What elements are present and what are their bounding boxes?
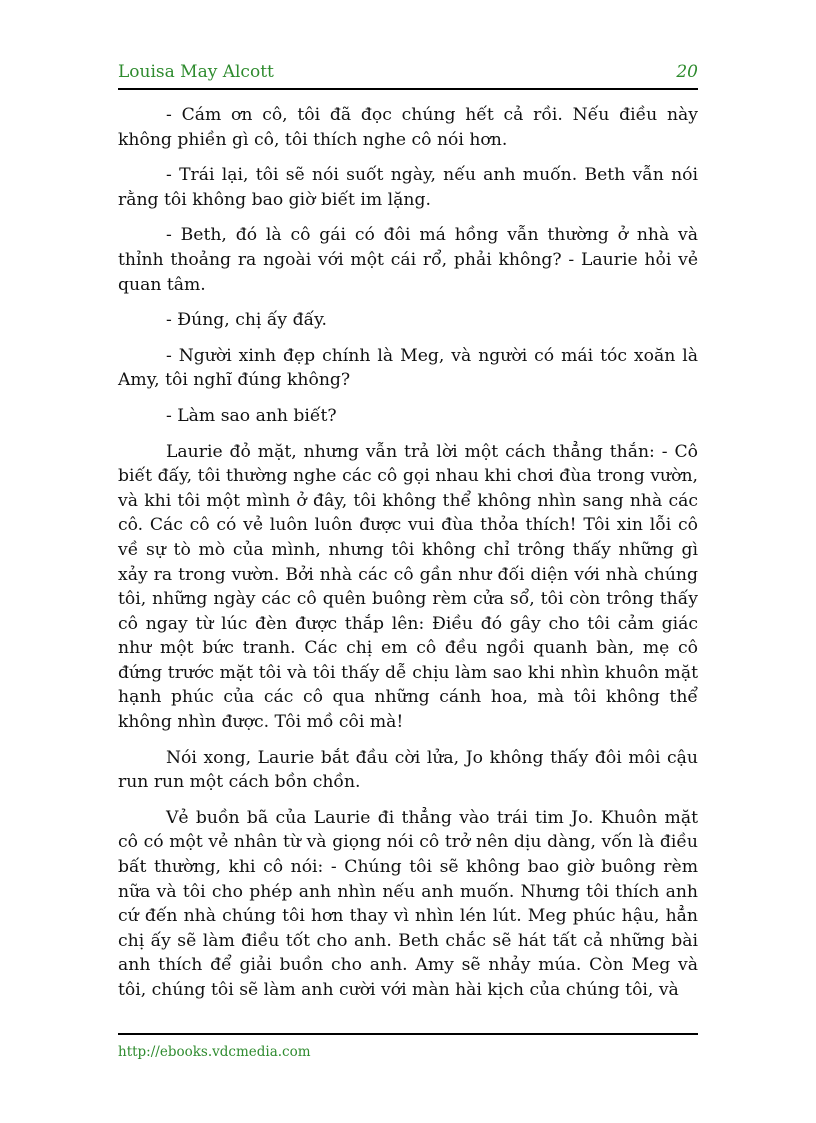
paragraph: - Cám ơn cô, tôi đã đọc chúng hết cả rồi. Nếu điều này không phiền gì cô, tôi thích nghe cô nói hơn. (118, 105, 698, 150)
paragraph: - Làm sao anh biết? (166, 405, 337, 426)
author-name: Louisa May Alcott (118, 62, 274, 82)
body-text (118, 103, 698, 1014)
paragraph: Laurie đỏ mặt, nhưng vẫn trả lời một cách thẳng thắn: - Cô biết đấy, tôi thường nghe các cô gọi nhau khi chơi đùa trong vườn, và khi tôi một mình ở đây, tôi không thể không nhìn sang nhà các cô. Các cô có vẻ luôn luôn được vui đùa thỏa thích! Tôi xin lỗi cô về sự tò mò của mình, nhưng tôi không chỉ trông thấy những gì xảy ra trong vườn. Bởi nhà các cô gần như đối diện với nhà chúng tôi, những ngày các cô quên buông rèm cửa sổ, tôi còn trông thấy cô ngay từ lúc đèn được thắp lên: Điều đó gây cho tôi cảm giác như một bức tranh. Các chị em cô đều ngồi quanh bàn, mẹ cô đứng trước mặt tôi và tôi thấy dễ chịu làm sao khi nhìn khuôn mặt hạnh phúc của các cô qua những cánh hoa, mà tôi không thể không nhìn được. Tôi mồ côi mà! (118, 441, 698, 733)
paragraph: - Đúng, chị ấy đấy. (166, 310, 327, 331)
paragraph: Nói xong, Laurie bắt đầu cời lửa, Jo không thấy đôi môi cậu run run một cách bồn chồn. (118, 747, 698, 793)
paragraph: - Người xinh đẹp chính là Meg, và người có mái tóc xoăn là Amy, tôi nghĩ đúng không? (118, 345, 698, 391)
page-header (118, 62, 698, 90)
paragraph: - Beth, đó là cô gái có đôi má hồng vẫn thường ở nhà và thỉnh thoảng ra ngoài với một cái rổ, phải không? - Laurie hỏi vẻ quan tâm. (118, 225, 698, 295)
footer-url-link[interactable]: http://ebooks.vdcmedia.com (118, 1044, 311, 1060)
footer-divider (118, 1033, 698, 1035)
paragraph: - Trái lại, tôi sẽ nói suốt ngày, nếu anh muốn. Beth vẫn nói rằng tôi không bao giờ biết im lặng. (118, 165, 698, 210)
paragraph: Vẻ buồn bã của Laurie đi thẳng vào trái tim Jo. Khuôn mặt cô có một vẻ nhân từ và giọng nói cô trở nên dịu dàng, vốn là điều bất thường, khi cô nói: - Chúng tôi sẽ không bao giờ buông rèm nữa và tôi cho phép anh nhìn nếu anh muốn. Nhưng tôi thích anh cứ đến nhà chúng tôi hơn thay vì nhìn lén lút. Meg phúc hậu, hẳn chị ấy sẽ làm điều tốt cho anh. Beth chắc sẽ hát tất cả những bài anh thích để giải buồn cho anh. Amy sẽ nhảy múa. Còn Meg và tôi, chúng tôi sẽ làm anh cười với màn hài kịch của chúng tôi, và (118, 807, 698, 1000)
page-number: 20 (676, 62, 698, 82)
